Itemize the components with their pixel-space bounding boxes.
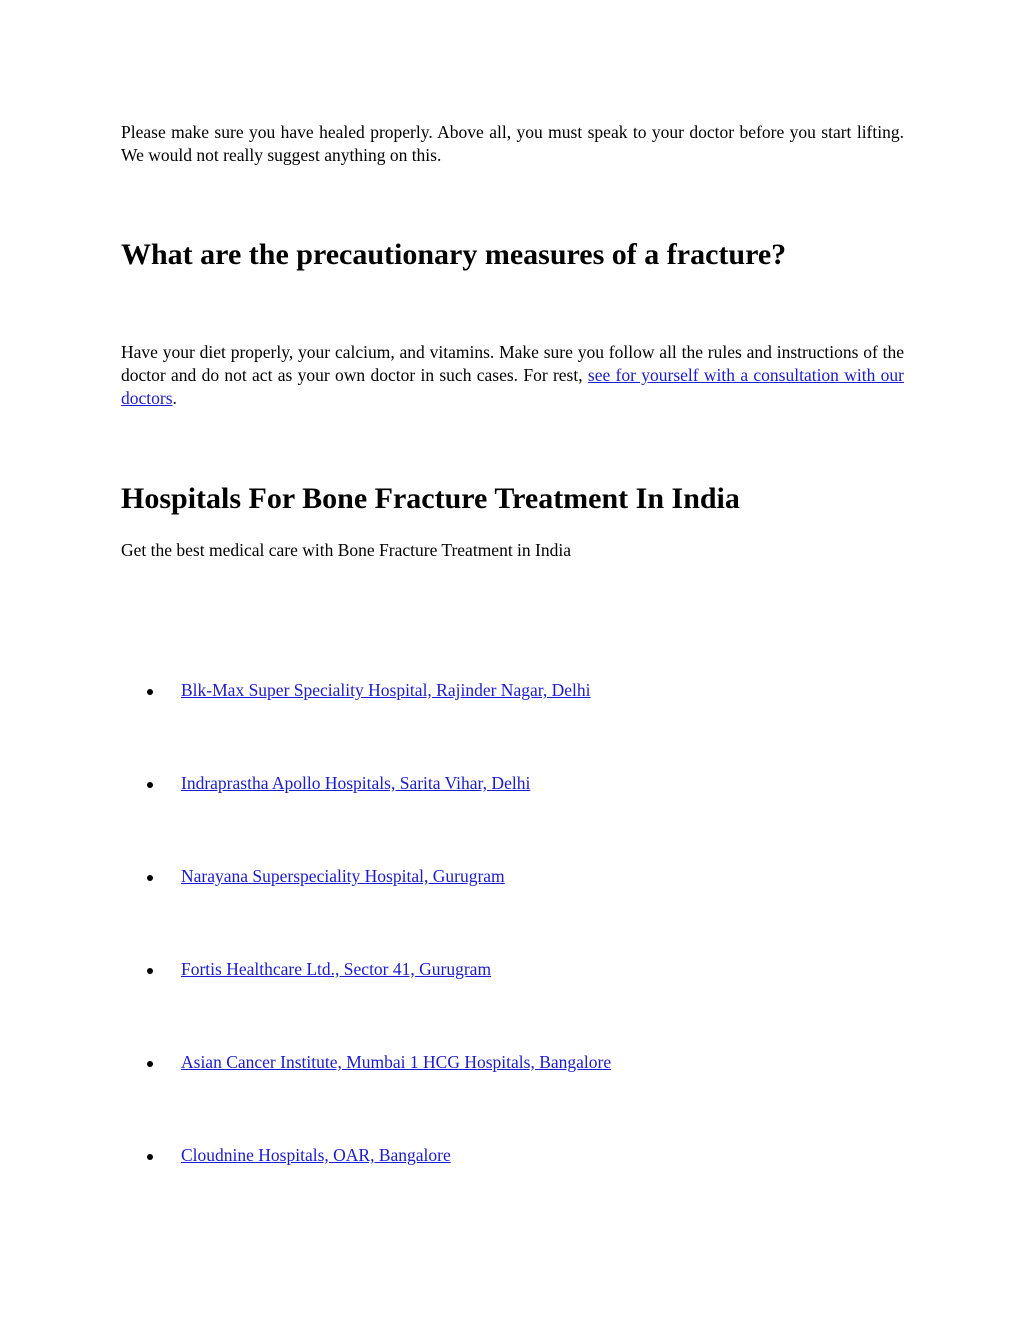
hospital-link[interactable]: Asian Cancer Institute, Mumbai 1 HCG Hospitals, Bangalore	[181, 1052, 612, 1072]
bullet-icon	[147, 1154, 153, 1160]
hospital-link[interactable]: Narayana Superspeciality Hospital, Gurugram	[181, 866, 505, 886]
bullet-icon	[147, 968, 153, 974]
hospitals-heading: Hospitals For Bone Fracture Treatment In India	[121, 482, 740, 515]
hospital-link[interactable]: Fortis Healthcare Ltd., Sector 41, Gurugram	[181, 959, 492, 979]
bullet-icon	[147, 689, 153, 695]
precaution-text-end: .	[172, 388, 177, 408]
precaution-text: Have your diet properly, your calcium, and vitamins. Make sure you follow all the rules and instructions of the doctor and do not act as your own doctor in such cases. For rest,	[121, 342, 904, 385]
hospital-link[interactable]: Indraprastha Apollo Hospitals, Sarita Vihar, Delhi	[181, 773, 531, 793]
precaution-heading: What are the precautionary measures of a fracture?	[121, 238, 787, 271]
intro-paragraph: Please make sure you have healed properly. Above all, you must speak to your doctor before you start lifting. We would not really suggest anything on this.	[121, 122, 904, 165]
hospitals-subtitle: Get the best medical care with Bone Fracture Treatment in India	[121, 540, 572, 560]
precaution-paragraph	[121, 341, 904, 410]
bullet-icon	[147, 875, 153, 881]
bullet-icon	[147, 1061, 153, 1067]
hospital-link[interactable]: Blk-Max Super Speciality Hospital, Rajinder Nagar, Delhi	[181, 680, 591, 700]
consultation-link[interactable]: see for yourself with a consultation with our doctors	[121, 365, 904, 408]
hospital-link[interactable]: Cloudnine Hospitals, OAR, Bangalore	[181, 1145, 451, 1165]
bullet-icon	[147, 782, 153, 788]
